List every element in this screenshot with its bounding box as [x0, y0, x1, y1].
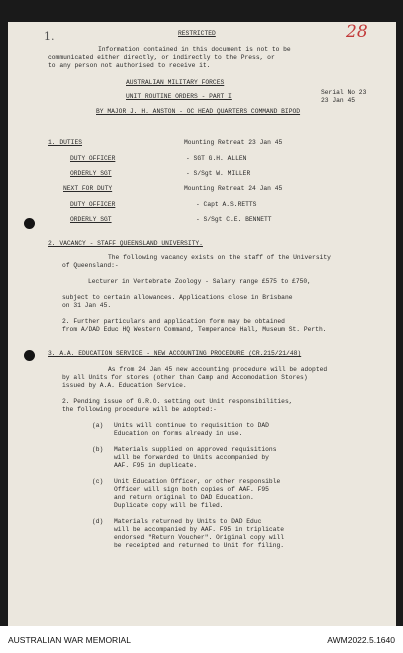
education-heading: 3. A.A. EDUCATION SERVICE - NEW ACCOUNTING PROCEDURE (CR.215/21/48) — [48, 350, 302, 357]
duty-value: - S/Sgt C.E. BENNETT — [196, 216, 272, 223]
vacancy-text: from A/DAD Educ HQ Western Command, Temperance Hall, Museum St. Perth. — [62, 326, 327, 333]
duty-value: Mounting Retreat 24 Jan 45 — [184, 185, 283, 192]
vacancy-text: 2. Further particulars and application form may be obtained — [62, 318, 285, 325]
vacancy-text: The following vacancy exists on the staff of the University — [108, 254, 331, 261]
duty-value: - Capt A.S.RETTS — [196, 201, 257, 208]
item-text: be receipted and returned to Unit for filing. — [114, 542, 285, 549]
footer-accession: AWM2022.5.1640 — [327, 635, 395, 645]
warning-line-3: to any person not authorised to receive it. — [48, 62, 211, 69]
handwritten-number: 28 — [346, 22, 368, 42]
item-text: endorsed "Return Voucher". Original copy will — [114, 534, 285, 541]
item-text: Education on forms already in use. — [114, 430, 243, 437]
item-text: Units will continue to requisition to DAD — [114, 422, 269, 429]
item-tag: (b) — [92, 446, 104, 453]
duty-label: DUTY OFFICER — [70, 155, 116, 162]
duty-label: ORDERLY SGT — [70, 216, 112, 223]
duty-value: Mounting Retreat 23 Jan 45 — [184, 139, 283, 146]
punch-hole — [24, 218, 35, 229]
restricted-label: RESTRICTED — [178, 30, 216, 37]
by-line: BY MAJOR J. H. ANSTON - OC HEAD QUARTERS COMMAND BIPOD — [96, 108, 301, 115]
education-text: 2. Pending issue of G.R.O. setting out Unit responsibilities, — [62, 398, 293, 405]
item-text: Duplicate copy will be filed. — [114, 502, 224, 509]
vacancy-heading: 2. VACANCY - STAFF QUEENSLAND UNIVERSITY. — [48, 240, 203, 247]
punch-hole — [24, 350, 35, 361]
warning-line-2: communicated either directly, or indirectly to the Press, or — [48, 54, 275, 61]
item-tag: (c) — [92, 478, 104, 485]
vacancy-lecturer: Lecturer in Vertebrate Zoology - Salary range £575 to £750, — [88, 278, 311, 285]
item-text: Officer will sign both copies of AAF. F95 — [114, 486, 269, 493]
education-text: As from 24 Jan 45 new accounting procedure will be adopted — [108, 366, 328, 373]
duty-value: - S/Sgt W. MILLER — [186, 170, 251, 177]
item-text: will be accompanied by AAF. F95 in triplicate — [114, 526, 285, 533]
item-text: AAF. F95 in duplicate. — [114, 462, 198, 469]
item-text: Materials supplied on approved requisitions — [114, 446, 277, 453]
serial-number: Serial No 23 — [321, 89, 367, 96]
item-text: will be forwarded to Units accompanied by — [114, 454, 269, 461]
duty-value: - SGT G.H. ALLEN — [186, 155, 247, 162]
corner-mark: 1. — [44, 30, 55, 43]
vacancy-text: of Queensland:- — [62, 262, 119, 269]
item-tag: (d) — [92, 518, 104, 525]
document-page — [8, 22, 396, 626]
item-tag: (a) — [92, 422, 104, 429]
duty-label: DUTY OFFICER — [70, 201, 116, 208]
duty-label: NEXT FOR DUTY — [63, 185, 113, 192]
duty-label: ORDERLY SGT — [70, 170, 112, 177]
serial-date: 23 Jan 45 — [321, 97, 356, 104]
warning-line-1: Information contained in this document is not to be — [98, 46, 291, 53]
vacancy-text: subject to certain allowances. Applications close in Brisbane — [62, 294, 293, 301]
education-text: the following procedure will be adopted:- — [62, 406, 217, 413]
footer-institution: AUSTRALIAN WAR MEMORIAL — [8, 635, 131, 645]
unit-title: AUSTRALIAN MILITARY FORCES — [126, 79, 225, 86]
education-text: by all Units for stores (other than Camp and Accomodation Stores) — [62, 374, 308, 381]
item-text: and return original to DAD Education. — [114, 494, 254, 501]
duties-heading: 1. DUTIES — [48, 139, 83, 146]
orders-title: UNIT ROUTINE ORDERS - PART I — [126, 93, 232, 100]
vacancy-text: on 31 Jan 45. — [62, 302, 112, 309]
education-text: issued by A.A. Education Service. — [62, 382, 187, 389]
archive-footer — [0, 626, 403, 653]
item-text: Unit Education Officer, or other responsible — [114, 478, 281, 485]
item-text: Materials returned by Units to DAD Educ — [114, 518, 262, 525]
